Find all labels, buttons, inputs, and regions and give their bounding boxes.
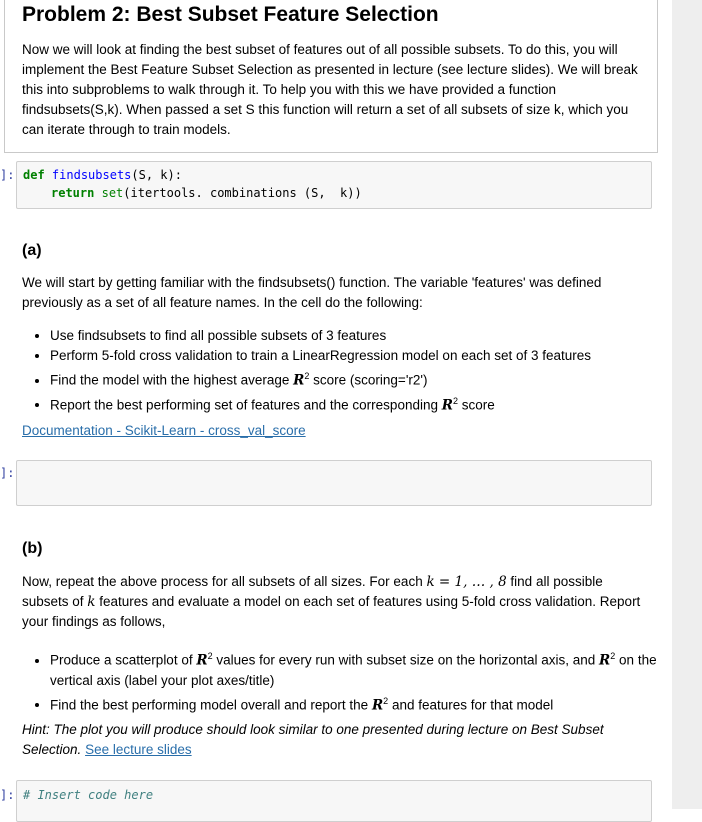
documentation-link[interactable]: Documentation - Scikit-Learn - cross_val_score [22, 423, 306, 438]
lecture-slides-link[interactable]: See lecture slides [85, 742, 192, 757]
code-line-1: def findsubsets(S, k): [23, 168, 182, 182]
list-item: • Find the best performing model overall and report the $R^2$ and features for that model [50, 691, 660, 716]
code-cell-insert[interactable] [16, 780, 652, 822]
code-line-2: return set(itertools. combinations (S, k)) [51, 186, 362, 200]
cell-prompt: ]: [0, 788, 15, 802]
list-item: • Find the model with the highest average $R^2$ score (scoring='r2') [50, 366, 650, 391]
part-a-text: We will start by getting familiar with the findsubsets() function. The variable 'features' was defined previously as a set of all feature names. In the cell do the following: [22, 275, 602, 310]
cell-prompt: ]: [0, 168, 15, 182]
list-item: • Perform 5-fold cross validation to train a LinearRegression model on each set of 3 features [50, 346, 650, 366]
list-item: • Report the best performing set of features and the corresponding $R^2$ score [50, 391, 650, 416]
problem-title: Problem 2: Best Subset Feature Selection [22, 3, 439, 26]
list-item: • Use findsubsets to find all possible subsets of 3 features [50, 326, 650, 346]
doc-link-wrap [22, 421, 306, 441]
part-b-heading: (b) [22, 540, 43, 557]
list-item: • Produce a scatterplot of $R^2$ values for every run with subset size on the horizontal axis, and $R^2$ on the vertical axis (label your plot axes/title) [50, 646, 660, 691]
part-b-list [22, 646, 660, 715]
code-cell-empty[interactable] [16, 460, 652, 506]
part-b-text: Now, repeat the above process for all subsets of all sizes. For each k = 1, … , 8 find all possible subsets of k features and evaluate a model on each set of features using 5-fold cross validation. Report your findings as follows, [22, 574, 641, 629]
part-a-heading: (a) [22, 242, 42, 259]
part-a-list [22, 326, 650, 415]
code-cell-findsubsets[interactable] [16, 161, 652, 209]
cell-prompt: ]: [0, 466, 15, 480]
code-comment: # Insert code here [23, 788, 154, 802]
right-gutter [672, 0, 702, 809]
hint-text: Hint: The plot you will produce should look similar to one presented during lecture on Best Subset Selection. See lecture slides [22, 722, 604, 757]
problem-intro: Now we will look at finding the best subset of features out of all possible subsets. To do this, you will implement the Best Feature Subset Selection as presented in lecture (see lecture slides). We will break this into subproblems to walk through it. To help you with this we have provided a function findsubsets(S,k). When passed a set S this function will return a set of all subsets of size k, which you can iterate through to train models. [22, 42, 638, 137]
